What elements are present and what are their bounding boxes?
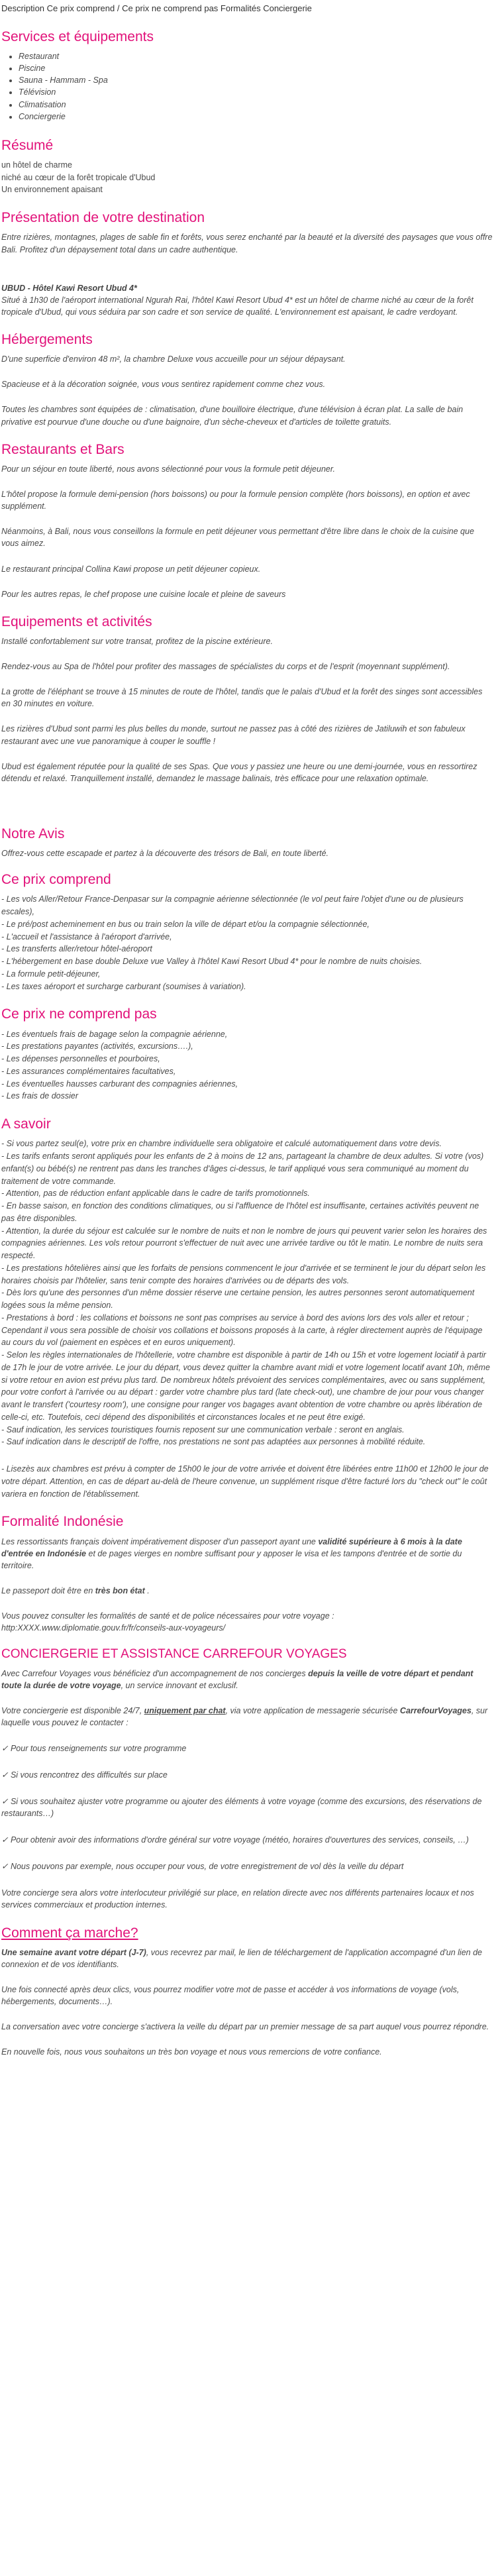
resume-lines: [1, 159, 493, 196]
service-item: • Restaurant: [19, 50, 493, 62]
conciergerie-text-part: , via votre application de messagerie sécurisée: [225, 1706, 400, 1716]
formalite-text-part: Le passeport doit être en: [1, 1585, 95, 1595]
restaurants-text: L'hôtel propose la formule demi-pension (hors boissons) ou pour la formule pension complète (hors boissons), en option et avec supplément.: [1, 490, 470, 511]
formalite-title: Formalité Indonésie: [1, 1514, 124, 1530]
ne-comprend-item: - Les prestations payantes (activités, excursions….),: [1, 1042, 193, 1051]
hebergements-title: Hébergements: [1, 332, 93, 348]
comprend-title: Ce prix comprend: [1, 872, 111, 888]
marche-step: [1, 1947, 493, 1970]
hebergements-text: Toutes les chambres sont équipées de : climatisation, d'une bouilloire électrique, d'une télévision à écran plat. La salle de bain privative est pourvue d'une douche ou d'une baignoire, d'un sèche-cheveux et d'articles de toilette gratuits.: [1, 405, 464, 427]
formalite-health-text: Vous pouvez consulter les formalités de santé et de police nécessaires pour votre voyage :: [1, 1611, 334, 1621]
conciergerie-contact: Votre concierge sera alors votre interlocuteur privilégié sur place, en relation directe avec nos différents partenaires locaux et nos services commerciaux et production internes.: [1, 1888, 474, 1910]
check-item: ✓ Si vous souhaitez ajuster votre programme ou ajouter des éléments à votre voyage (comme des excursions, des réservations de restaurants…): [1, 1796, 482, 1818]
a-savoir-item: - Attention, la durée du séjour est calculée sur le nombre de nuits et non le nombre de jours qui peuvent varier selon les horaires des compagnies aériennes. Les vols retour pourront s'effectuer de nuit avec une arrivée tardive ou tôt le matin. Le nombre de nuits sera respecté.: [1, 1226, 487, 1261]
equipements-text: Ubud est également réputée pour la qualité de ses Spas. Que vous y passiez une heure ou une demi-journée, vous en ressortirez détendu et relaxé. Tranquillement installé, demandez le massage balinais, très efficace pour une relaxation optimale.: [1, 761, 477, 783]
conciergerie-intro: [1, 1668, 493, 1691]
comprend-list: [1, 893, 493, 993]
formalite-validity: validité supérieure à 6 mois à la date d'entrée en Indonésie: [1, 1536, 462, 1558]
a-savoir-item: - En basse saison, en fonction des conditions climatiques, ou si l'affluence de l'hôtel est insuffisante, certaines activités peuvent ne pas être disponibles.: [1, 1201, 479, 1223]
check-item: ✓ Nous pouvons par exemple, nous occuper pour vous, de votre enregistrement de vol dès la veille du départ: [1, 1862, 404, 1872]
restaurants-text: Pour les autres repas, le chef propose une cuisine locale et pleine de saveurs: [1, 589, 286, 599]
check-item: ✓ Pour tous renseignements sur votre programme: [1, 1743, 187, 1753]
restaurants-title: Restaurants et Bars: [1, 441, 125, 457]
formalite-text-part: Les ressortissants français doivent impérativement disposer d'un passeport ayant une: [1, 1536, 319, 1546]
a-savoir-item: - Prestations à bord : les collations et boissons ne sont pas comprises au service à bord des avions lors des vols aller et retour ; Cependant il vous sera possible de choisir vos collations et boissons proposés à la carte, à régler directement auprès de l'équipage au cours du vol (paiement en espèces et en euros uniquement).: [1, 1313, 483, 1348]
conciergerie-text-part: , un service innovant et exclusif.: [121, 1681, 238, 1691]
a-savoir-item: - Sauf indication, les services touristiques fournis reposent sur une communication verbale : seront en anglais.: [1, 1424, 405, 1434]
resume-line: Un environnement apaisant: [1, 185, 103, 195]
service-item: • Climatisation: [19, 99, 493, 111]
conciergerie-period: depuis la veille de votre départ et pendant toute la durée de votre voyage: [1, 1669, 474, 1691]
resume-line: un hôtel de charme: [1, 160, 73, 170]
marche-title: Comment ça marche?: [1, 1925, 138, 1941]
formalite-text-part: .: [144, 1585, 150, 1595]
page: [0, 3, 493, 2059]
marche-closing: En nouvelle fois, nous vous souhaitons un très bon voyage et nous vous remercions de votre confiance.: [1, 2047, 382, 2057]
restaurants-text: Pour un séjour en toute liberté, nous avons sélectionné pour vous la formule petit déjeuner.: [1, 464, 336, 474]
conciergerie-text-part: Avec Carrefour Voyages vous bénéficiez d'un accompagnement de nos concierges: [1, 1669, 309, 1679]
check-item: ✓ Si vous rencontrez des difficultés sur place: [1, 1770, 168, 1780]
formalite-text: [1, 1536, 493, 1572]
comprend-item: - Les transferts aller/retour hôtel-aéroport: [1, 944, 152, 954]
a-savoir-item: - Lisezès aux chambres est prévu à compter de 15h00 le jour de votre arrivée et doivent être libérées entre 11h00 et 12h00 le jour de votre départ. Attention, en cas de départ au-delà de l'heure convenue, un supplément risque d'être facturé lors du "check out" le coût variera en fonction de l'établissement.: [1, 1464, 489, 1499]
formalite-link[interactable]: http:XXXX.www.diplomatie.gouv.fr/fr/conseils-aux-voyageurs/: [1, 1623, 226, 1633]
a-savoir-item: - Sauf indication dans le descriptif de l'offre, nos prestations ne sont pas adaptées aux personnes à mobilité réduite.: [1, 1437, 426, 1447]
a-savoir-item: - Selon les règles internationales de l'hôtellerie, votre chambre est disponible à partir de 14h ou 15h et votre logement lociatif à partir de 17h le jour de votre arrivée. Le jour du départ, vous devez quitter la chambre avant midi et votre logement locatif avant 10h, même si votre retour en avion est prévu plus tard. De nombreux hôtels prévoient des services complémentaires, avec ou sans supplément, pour votre confort à l'arrivée ou au départ : garder votre chambre plus tard (late check-out), une chambre de jour pour vous changer avant le transfert ('courtesy room'), une consigne pour ranger vos bagages avant obtention de votre chambre ou après libération de celle-ci, etc. Toutefois, ceci dépend des disponibilités et circonstances locales et ne peut être exigé.: [1, 1350, 490, 1422]
marche-text-part: , vous recevrez par mail, le lien de téléchargement de l'application accompagné d'un lien de connexion et de vos identifiants.: [1, 1947, 482, 1969]
presentation-text: Entre rizières, montagnes, plages de sable fin et forêts, vous serez enchanté par la beauté et la diversité des paysages que vous offre Bali. Profitez d'un dépaysement total dans un cadre authentique.: [1, 233, 493, 254]
ne-comprend-item: - Les assurances complémentaires facultatives,: [1, 1066, 176, 1076]
a-savoir-item: - Dès lors qu'une des personnes d'un même dossier réserve une certaine pension, les autres personnes seront automatiquement logées sous la même pension.: [1, 1288, 475, 1311]
a-savoir-item: - Les tarifs enfants seront appliqués pour les enfants de 2 à moins de 12 ans, partageant la chambre de deux adultes. Si votre (vos) enfant(s) ou bébé(s) ne rentrent pas dans les tranches d'âges ci-dessus, le tarif appliqué vous sera communiqué au moment du traitement de votre commande.: [1, 1152, 484, 1186]
ne-comprend-list: [1, 1028, 493, 1103]
equipements-text: Les rizières d'Ubud sont parmi les plus belles du monde, surtout ne passez pas à côté des rizières de Jatiluwih et son fabuleux restaurant avec une vue panoramique à couper le souffle !: [1, 724, 466, 746]
resume-title: Résumé: [1, 137, 54, 153]
conciergerie-text-part: Votre conciergerie est disponible 24/7,: [1, 1706, 144, 1716]
equipements-text: La grotte de l'éléphant se trouve à 15 minutes de route de l'hôtel, tandis que le palais d'Ubud et la forêt des singes sont accessibles en 30 minutes en voiture.: [1, 687, 483, 709]
marche-step: Une fois connecté après deux clics, vous pourrez modifier votre mot de passe et accéder à vos informations de voyage (vols, hébergements, documents…).: [1, 1985, 460, 2007]
a-savoir-title: A savoir: [1, 1116, 51, 1132]
hebergements-text: D'une superficie d'environ 48 m², la chambre Deluxe vous accueille pour un séjour dépaysant.: [1, 354, 346, 364]
comprend-item: - L'hébergement en base double Deluxe vue Valley à l'hôtel Kawi Resort Ubud 4* pour le nombre de nuits choisies.: [1, 957, 423, 967]
ne-comprend-item: - Les frais de dossier: [1, 1091, 79, 1101]
hotel-description: Situé à 1h30 de l'aéroport international Ngurah Rai, l'hôtel Kawi Resort Ubud 4* est un hôtel de charme niché au cœur de la forêt tropicale d'Ubud, qui vous séduira par son cadre et son service de qualité. L'environnement est apaisant, le cadre verdoyant.: [1, 295, 474, 317]
ne-comprend-item: - Les dépenses personnelles et pourboires,: [1, 1054, 160, 1064]
marche-step: La conversation avec votre concierge s'activera la veille du départ par un premier message de sa part auquel vous pourrez répondre.: [1, 2022, 489, 2032]
marche-timing: Une semaine avant votre départ (J-7): [1, 1947, 146, 1957]
a-savoir-item: - Attention, pas de réduction enfant applicable dans le cadre de tarifs promotionnels.: [1, 1189, 310, 1199]
hebergements-text: Spacieuse et à la décoration soignée, vous vous sentirez rapidement comme chez vous.: [1, 380, 326, 390]
service-item: • Sauna - Hammam - Spa: [19, 74, 493, 86]
a-savoir-list: [1, 1138, 493, 1500]
services-list: [1, 50, 493, 123]
avis-title: Notre Avis: [1, 826, 65, 841]
service-item: • Télévision: [19, 86, 493, 98]
equipements-title: Equipements et activités: [1, 614, 152, 629]
ne-comprend-title: Ce prix ne comprend pas: [1, 1006, 157, 1022]
hotel-name: UBUD - Hôtel Kawi Resort Ubud 4*: [1, 283, 137, 293]
a-savoir-item: - Les prestations hôtelières ainsi que les forfaits de pensions commencent le jour d'arrivée et se terminent le jour du départ selon les horaires choisis par l'hôtelier, sans tenir compte des horaires d'arrivées ou de départs des vols.: [1, 1263, 486, 1285]
formalite-text-part: et de pages vierges en nombre suffisant pour y apposer le visa et les tampons d'entrée et de sortie du territoire.: [1, 1548, 462, 1570]
conciergerie-checklist: [1, 1743, 493, 1873]
comprend-item: - Les vols Aller/Retour France-Denpasar sur la compagnie aérienne sélectionnée (le vol peut faire l'objet d'une ou de plusieurs escales),: [1, 894, 464, 917]
resume-line: niché au cœur de la forêt tropicale d'Ubud: [1, 172, 156, 182]
formalite-condition: très bon état: [95, 1585, 145, 1595]
a-savoir-item: - Si vous partez seul(e), votre prix en chambre individuelle sera obligatoire et calculé automatiquement dans votre devis.: [1, 1139, 442, 1149]
formalite-health: [1, 1610, 493, 1634]
restaurants-text: Le restaurant principal Collina Kawi propose un petit déjeuner copieux.: [1, 564, 261, 574]
service-item: • Piscine: [19, 62, 493, 74]
comprend-item: - Les taxes aéroport et surcharge carburant (soumises à variation).: [1, 981, 246, 991]
ne-comprend-item: - Les éventuels frais de bagage selon la compagnie aérienne,: [1, 1029, 228, 1039]
service-item: • Conciergerie: [19, 111, 493, 123]
breadcrumb: Description Ce prix comprend / Ce prix ne comprend pas Formalités Conciergerie: [1, 3, 312, 13]
avis-text: Offrez-vous cette escapade et partez à la découverte des trésors de Bali, en toute liberté.: [1, 849, 329, 859]
check-item: ✓ Pour obtenir avoir des informations d'ordre général sur votre voyage (météo, horaires d'ouvertures des services, conseils, …): [1, 1835, 469, 1845]
ne-comprend-item: - Les éventuelles hausses carburant des compagnies aériennes,: [1, 1079, 238, 1089]
restaurants-text: Néanmoins, à Bali, nous vous conseillons la formule en petit déjeuner vous permettant d'être libre dans le choix de la cuisine que vous aimez.: [1, 527, 474, 549]
services-title: Services et équipements: [1, 28, 154, 44]
formalite-passport: [1, 1585, 493, 1597]
comprend-item: - La formule petit-déjeuner,: [1, 969, 101, 979]
conciergerie-title: CONCIERGERIE ET ASSISTANCE CARREFOUR VOYAGES: [1, 1647, 347, 1662]
comprend-item: - Le pré/post acheminement en bus ou train selon la ville de départ et/ou la compagnie sélectionnée,: [1, 919, 370, 929]
equipements-text: Rendez-vous au Spa de l'hôtel pour profiter des massages de spécialistes du corps et de l'esprit (moyennant supplément).: [1, 662, 450, 672]
conciergerie-app-name: CarrefourVoyages: [399, 1706, 472, 1716]
presentation-title: Présentation de votre destination: [1, 210, 205, 226]
comprend-item: - L'accueil et l'assistance à l'aéroport d'arrivée,: [1, 932, 172, 941]
conciergerie-text-part: , sur laquelle vous pouvez le contacter :: [1, 1706, 488, 1728]
equipements-text: Installé confortablement sur votre transat, profitez de la piscine extérieure.: [1, 636, 273, 646]
conciergerie-chat-only: uniquement par chat: [144, 1706, 226, 1716]
conciergerie-availability: [1, 1705, 493, 1729]
